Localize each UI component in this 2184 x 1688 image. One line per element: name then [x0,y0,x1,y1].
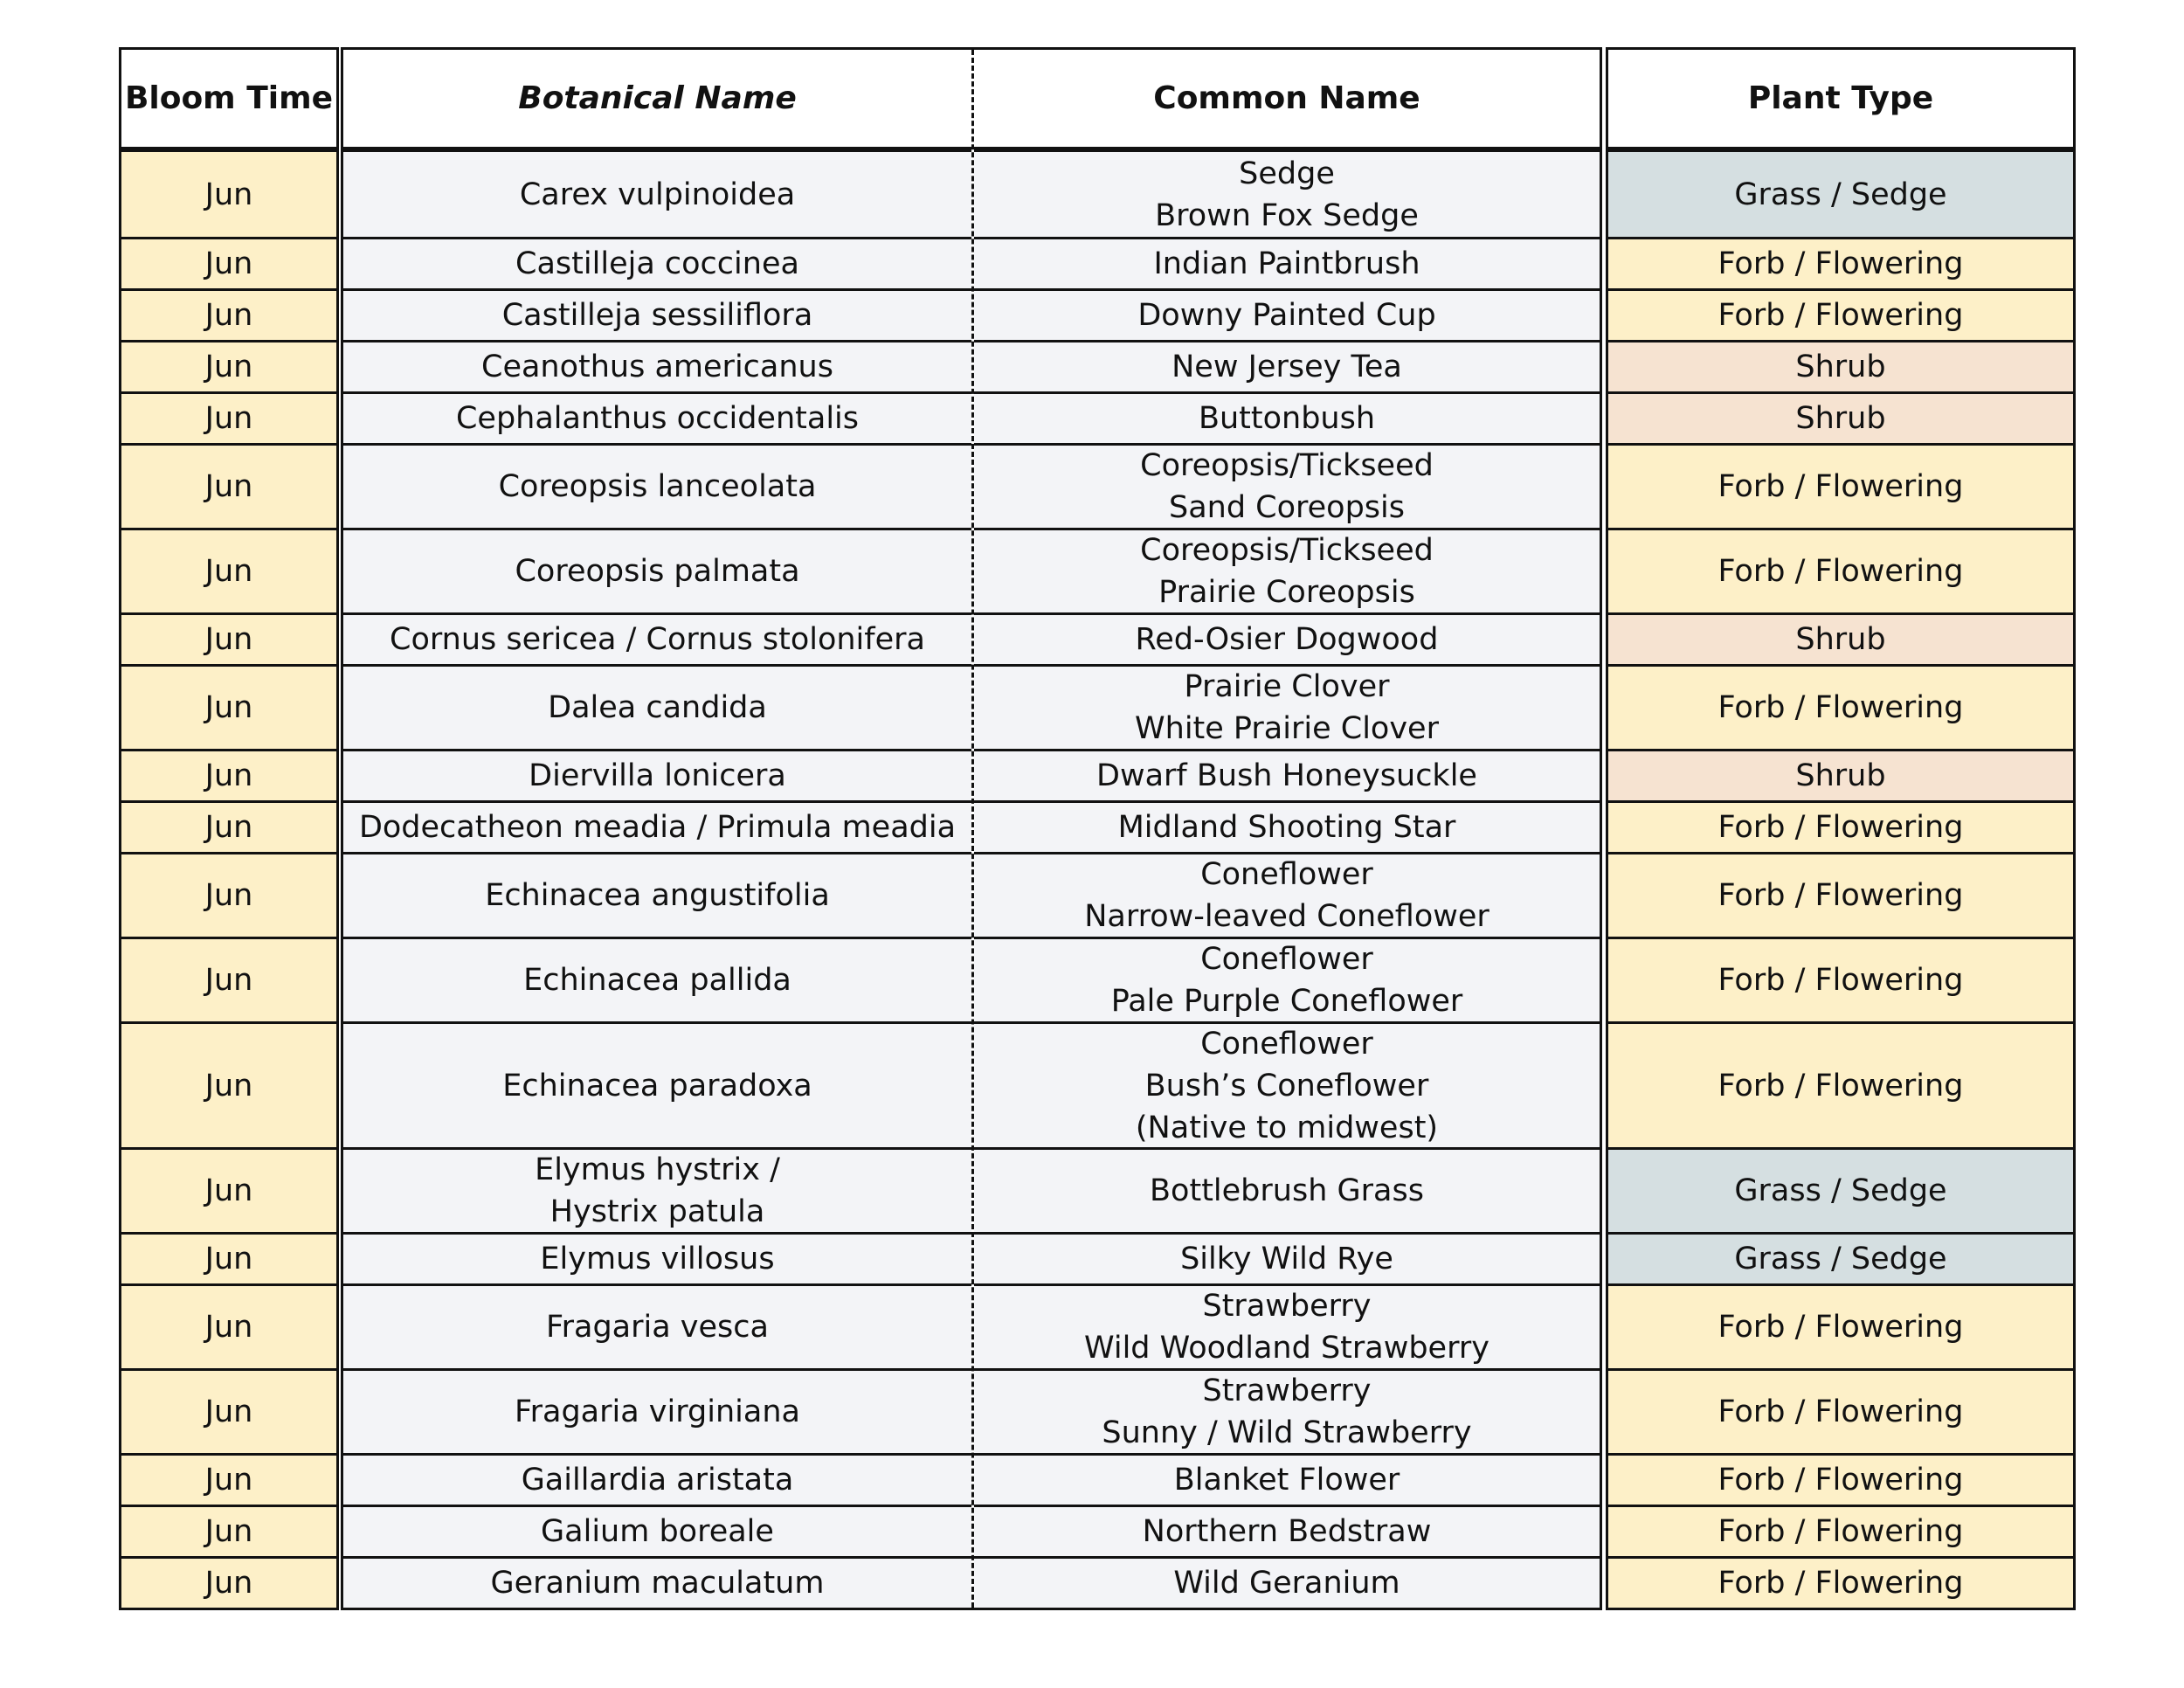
botanical-name-cell [343,528,971,612]
botanical-name-cell-text: Fragaria vesca [546,1310,769,1345]
plant-type-cell-text: Shrub [1795,349,1886,384]
common-name-cell-text: White Prairie Clover [1135,711,1439,746]
common-name-cell-text: Sedge [1239,156,1335,191]
common-name-cell-text: Coneflower [1200,857,1373,892]
common-name-cell-text: New Jersey Tea [1171,349,1402,384]
common-name-cell [974,1021,1600,1147]
bloom-time-cell-text: Jun [204,298,253,333]
botanical-name-cell-text: Echinacea angustifolia [485,878,830,913]
bloom-time-cell [121,852,336,937]
plant-type-cell-text: Shrub [1795,758,1886,793]
bloom-time-cell-text: Jun [204,469,253,504]
common-name-cell [974,749,1600,800]
bloom-time-cell-text: Jun [204,1394,253,1429]
botanical-name-cell-text: Castilleja coccinea [515,246,799,281]
bloom-time-cell [121,1556,336,1608]
bloom-time-cell-text: Jun [204,176,253,212]
botanical-name-cell [343,1232,971,1283]
botanical-name-cell-text: Ceanothus americanus [481,349,833,384]
names-column-group [341,47,1602,1610]
botanical-name-cell [343,340,971,391]
plant-type-cell [1608,1147,2073,1232]
botanical-name-cell-text: Galium boreale [541,1514,774,1549]
plant-type-cell [1608,1283,2073,1368]
botanical-name-cell-text: Elymus hystrix / [535,1152,780,1187]
botanical-name-cell-text: Cornus sericea / Cornus stolonifera [390,622,925,657]
common-name-cell-text: Coneflower [1200,1026,1373,1062]
botanical-name-cell-text: Castilleja sessiliflora [501,298,813,333]
plant-type-cell-text: Forb / Flowering [1717,963,1964,998]
plant-type-cell-text: Shrub [1795,401,1886,436]
common-name-cell [974,1283,1600,1368]
plant-type-cell [1608,1453,2073,1505]
botanical-name-cell-text: Coreopsis palmata [515,554,800,589]
common-name-cell-text: Wild Geranium [1173,1566,1400,1601]
plant-type-cell [1608,800,2073,852]
bloom-time-cell [121,528,336,612]
bloom-time-cell-text: Jun [204,878,253,913]
plant-type-cell [1608,340,2073,391]
plant-type-cell-text: Shrub [1795,622,1886,657]
common-name-cell-text: (Native to midwest) [1135,1110,1439,1145]
common-name-cell-text: Blanket Flower [1173,1463,1400,1498]
bloom-time-cell-text: Jun [204,246,253,281]
bloom-time-cell [121,237,336,288]
botanical-name-cell [343,937,971,1021]
plant-type-cell-text: Forb / Flowering [1717,690,1964,725]
bloom-time-cell [121,1232,336,1283]
plant-type-cell [1608,288,2073,340]
botanical-name-cell [343,1505,971,1556]
botanical-name-cell-text: Fragaria virginiana [515,1394,800,1429]
botanical-name-cell [343,749,971,800]
botanical-name-cell-text: Diervilla lonicera [529,758,786,793]
common-name-cell-text: Red-Osier Dogwood [1135,622,1439,657]
bloom-time-cell [121,664,336,749]
bloom-time-cell [121,1147,336,1232]
common-name-cell [974,237,1600,288]
plant-type-cell-text: Forb / Flowering [1717,1514,1964,1549]
common-name-cell [974,1147,1600,1232]
common-name-cell-text: Silky Wild Rye [1180,1242,1393,1276]
bloom-time-cell-text: Jun [204,554,253,589]
common-name-cell [974,852,1600,937]
plant-type-cell-text: Forb / Flowering [1717,1566,1964,1601]
plant-type-cell [1608,612,2073,664]
common-name-cell-text: Coreopsis/Tickseed [1140,533,1434,568]
common-name-cell-text: Brown Fox Sedge [1155,197,1419,233]
bloom-time-cell [121,1453,336,1505]
common-name-cell-text: Strawberry [1202,1289,1372,1324]
bloom-time-cell-text: Jun [204,1310,253,1345]
plant-type-cell [1608,528,2073,612]
common-name-cell-text: Strawberry [1202,1373,1372,1408]
bloom-time-cell-text: Jun [204,1173,253,1208]
common-name-cell-text: Bush’s Coneflower [1144,1068,1429,1103]
botanical-name-cell-text: Dodecatheon meadia / Primula meadia [358,810,957,845]
bloom-time-cell-text: Jun [204,1514,253,1549]
botanical-name-cell-text: Carex vulpinoidea [519,176,796,212]
plant-type-cell-text: Forb / Flowering [1717,1463,1964,1498]
plant-type-cell [1608,937,2073,1021]
common-name-cell-text: Sunny / Wild Strawberry [1102,1415,1472,1450]
common-name-cell-text: Prairie Coreopsis [1158,575,1415,610]
botanical-name-cell-text: Cephalanthus occidentalis [455,401,860,436]
common-name-cell-text: Northern Bedstraw [1142,1514,1432,1549]
plant-type-cell-text: Forb / Flowering [1717,246,1964,281]
plant-type-cell-text: Forb / Flowering [1717,810,1964,845]
header-botanical-name: Botanical Name [343,50,971,152]
plant-type-cell-text: Forb / Flowering [1717,878,1964,913]
plant-type-cell-text: Forb / Flowering [1717,298,1964,333]
bloom-time-cell-text: Jun [204,1068,253,1103]
botanical-name-cell [343,1021,971,1147]
common-name-cell-text: Pale Purple Coneflower [1110,984,1463,1019]
bloom-time-cell [121,1283,336,1368]
botanical-name-cell [343,443,971,528]
bloom-time-cell [121,443,336,528]
common-name-cell-text: Dwarf Bush Honeysuckle [1096,758,1477,793]
plant-type-cell [1608,749,2073,800]
botanical-name-cell-text: Geranium maculatum [490,1566,825,1601]
botanical-name-cell [343,288,971,340]
plant-type-cell-text: Grass / Sedge [1734,1242,1947,1276]
botanical-name-cell [343,664,971,749]
botanical-name-cell-text: Echinacea pallida [523,963,791,998]
plant-type-cell-text: Grass / Sedge [1734,176,1947,212]
common-name-cell-text: Coreopsis/Tickseed [1140,448,1434,483]
bloom-time-cell-text: Jun [204,349,253,384]
botanical-name-cell-text: Gaillardia aristata [521,1463,794,1498]
common-name-cell [974,1232,1600,1283]
plant-type-cell-text: Forb / Flowering [1717,1394,1964,1429]
bloom-time-cell [121,340,336,391]
common-name-cell-text: Indian Paintbrush [1153,246,1420,281]
plant-type-cell [1608,1505,2073,1556]
botanical-name-cell-text: Echinacea paradoxa [502,1068,812,1103]
common-name-cell [974,340,1600,391]
bloom-time-cell [121,937,336,1021]
botanical-name-cell [343,1283,971,1368]
bloom-time-cell [121,749,336,800]
bloom-time-cell-text: Jun [204,690,253,725]
common-name-cell-text: Coneflower [1200,942,1373,977]
bloom-time-cell-text: Jun [204,622,253,657]
common-name-cell-text: Sand Coreopsis [1168,490,1406,525]
common-name-cell [974,1368,1600,1453]
common-name-cell [974,152,1600,237]
common-name-cell [974,528,1600,612]
common-name-cell-text: Downy Painted Cup [1137,298,1436,333]
common-name-cell [974,1505,1600,1556]
bloom-time-cell [121,288,336,340]
common-name-cell-text: Bottlebrush Grass [1150,1173,1424,1208]
botanical-name-cell [343,1368,971,1453]
bloom-time-cell-text: Jun [204,758,253,793]
bloom-time-cell-text: Jun [204,963,253,998]
plant-type-cell [1608,852,2073,937]
common-name-cell [974,288,1600,340]
plant-type-cell [1608,664,2073,749]
plant-type-cell [1608,1556,2073,1608]
common-name-cell-text: Narrow-leaved Coneflower [1084,899,1489,934]
common-name-cell [974,443,1600,528]
botanical-name-cell [343,152,971,237]
common-name-cell-text: Midland Shooting Star [1117,810,1456,845]
plant-type-cell [1608,152,2073,237]
bloom-time-column [119,47,339,1610]
common-name-cell [974,612,1600,664]
header-plant-type: Plant Type [1608,50,2073,152]
botanical-name-cell-text: Dalea candida [548,690,767,725]
bloom-time-cell-text: Jun [204,401,253,436]
bloom-time-cell-text: Jun [204,810,253,845]
bloom-time-cell [121,1021,336,1147]
common-name-column [974,50,1600,1608]
bloom-time-cell [121,152,336,237]
common-name-cell [974,937,1600,1021]
plant-type-cell [1608,391,2073,443]
plant-type-cell-text: Forb / Flowering [1717,469,1964,504]
bloom-time-cell [121,612,336,664]
botanical-name-cell [343,391,971,443]
common-name-cell-text: Prairie Clover [1184,669,1390,704]
botanical-name-cell [343,1556,971,1608]
botanical-name-cell [343,800,971,852]
bloom-time-cell [121,391,336,443]
bloom-time-cell-text: Jun [204,1566,253,1601]
botanical-name-cell [343,1453,971,1505]
botanical-name-cell-text: Elymus villosus [540,1242,775,1276]
botanical-name-cell [343,1147,971,1232]
common-name-cell-text: Buttonbush [1198,401,1376,436]
plant-type-cell [1608,1021,2073,1147]
bloom-time-cell [121,800,336,852]
plant-type-cell [1608,237,2073,288]
bloom-time-cell-text: Jun [204,1242,253,1276]
header-bloom-time: Bloom Time [121,50,336,152]
plant-type-cell-text: Forb / Flowering [1717,554,1964,589]
botanical-name-column [343,50,974,1608]
botanical-name-cell [343,852,971,937]
bloom-time-cell [121,1368,336,1453]
plant-type-cell [1608,1232,2073,1283]
plant-type-cell [1608,1368,2073,1453]
common-name-cell [974,1453,1600,1505]
common-name-cell [974,1556,1600,1608]
botanical-name-cell [343,237,971,288]
common-name-cell-text: Wild Woodland Strawberry [1084,1331,1489,1366]
botanical-name-cell-text: Hystrix patula [549,1194,765,1229]
common-name-cell [974,664,1600,749]
plant-type-column [1606,47,2076,1610]
plant-type-cell-text: Forb / Flowering [1717,1310,1964,1345]
common-name-cell [974,391,1600,443]
botanical-name-cell [343,612,971,664]
plant-type-cell [1608,443,2073,528]
header-common-name: Common Name [974,50,1600,152]
bloom-time-cell-text: Jun [204,1463,253,1498]
botanical-name-cell-text: Coreopsis lanceolata [498,469,817,504]
plant-type-cell-text: Grass / Sedge [1734,1173,1947,1208]
bloom-time-cell [121,1505,336,1556]
plant-type-cell-text: Forb / Flowering [1717,1068,1964,1103]
common-name-cell [974,800,1600,852]
